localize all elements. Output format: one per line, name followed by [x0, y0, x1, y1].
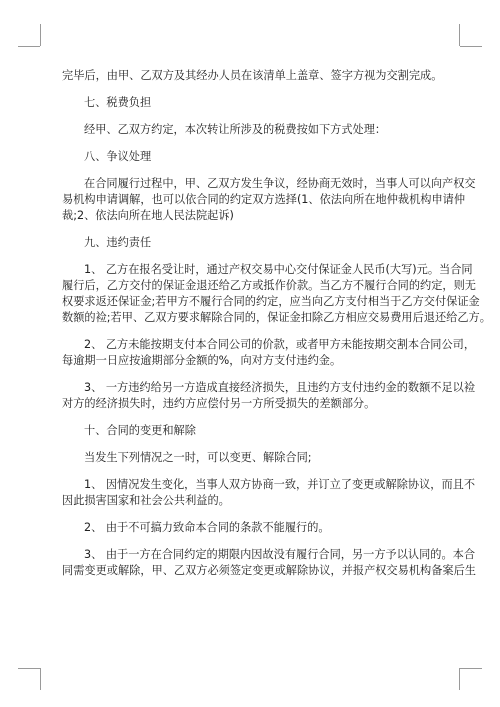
section-heading [62, 423, 438, 439]
crop-mark-top-left [40, 24, 41, 46]
paragraph [62, 450, 438, 466]
text-line: 对方的经济损失时，违约方应偿付另一方所受损失的差额部分。 [62, 397, 376, 410]
text-line: 完毕后，由甲、乙双方及其经办人员在该清单上盖章、签字方视为交割完成。 [62, 69, 443, 82]
crop-mark-bottom-left [18, 668, 40, 669]
text-line: 每逾期一日应按逾期部分金额的%，向对方支付违约金。 [62, 354, 342, 367]
text-line: 2、 乙方未能按期支付本合同公司的价款，或者甲方未能按期交割本合同公司， [84, 338, 476, 351]
text-line: 当发生下列情况之一时，可以变更、解除合同; [84, 451, 312, 464]
crop-mark-top-right [459, 24, 460, 46]
text-line: 2、 由于不可搞力致命本合同的条款不能履行的。 [84, 521, 330, 534]
document-body [62, 68, 491, 590]
heading-text: 九、违约责任 [84, 236, 152, 249]
crop-mark-top-left [18, 46, 40, 47]
paragraph [62, 477, 476, 509]
paragraph [62, 262, 491, 326]
paragraph [62, 380, 476, 412]
crop-mark-bottom-right [459, 668, 460, 690]
section-heading [62, 95, 438, 111]
text-line: 同需变更或解除，甲、乙双方必须签定变更或解除协议，并报产权交易机构备案后生 [62, 564, 476, 577]
paragraph [62, 520, 438, 536]
text-line: 经甲、乙双方约定，本次转让所涉及的税费按如下方式处理： [84, 123, 387, 136]
text-line: 因此损害国家和社会公共利益的。 [62, 494, 230, 507]
paragraph [62, 68, 443, 84]
crop-mark-bottom-left [40, 668, 41, 690]
crop-mark-top-right [460, 46, 482, 47]
paragraph [62, 122, 438, 138]
text-line: 1、 乙方在报名受让时，通过产权交易中心交付保证金人民币(大写)元。当合同 [84, 263, 473, 276]
text-line: 1、 因情况发生变化，当事人双方协商一致，并订立了变更或解除协议，而且不 [84, 478, 476, 491]
paragraph [62, 547, 476, 579]
heading-text: 七、税费负担 [84, 96, 152, 109]
text-line: 数额的裣;若甲、乙双方要求解除合同的，保证金扣除乙方相应交易费用后退还给乙方。 [62, 311, 491, 324]
section-heading [62, 235, 438, 251]
text-line: 易机构申请调解，也可以依合同的约定双方选择(1、依法向所在地仲裁机构申请仲 [62, 193, 466, 206]
crop-mark-bottom-right [460, 668, 482, 669]
section-heading [62, 149, 438, 165]
paragraph [62, 176, 476, 224]
heading-text: 八、争议处理 [84, 150, 152, 163]
text-line: 权要求返还保证金;若甲方不履行合同的约定，应当向乙方支付相当于乙方交付保证金 [62, 295, 480, 308]
text-line: 3、 一方违约给另一方造成直接经济损失，且违约方支付违约金的数额不足以裣 [84, 381, 476, 394]
text-line: 在合同履行过程中，甲、乙双方发生争议，经协商无效时，当事人可以向产权交 [84, 177, 476, 190]
paragraph [62, 337, 476, 369]
heading-text: 十、合同的变更和解除 [84, 424, 196, 437]
text-line: 裁;2、依法向所在地人民法院起诉) [62, 209, 234, 222]
text-line: 履行后，乙方交付的保证金退还给乙方或抵作价款。当乙方不履行合同的约定，则无 [62, 279, 476, 292]
text-line: 3、 由于一方在合同约定的期限内因故没有履行合同，另一方予以认同的。本合 [84, 548, 476, 561]
